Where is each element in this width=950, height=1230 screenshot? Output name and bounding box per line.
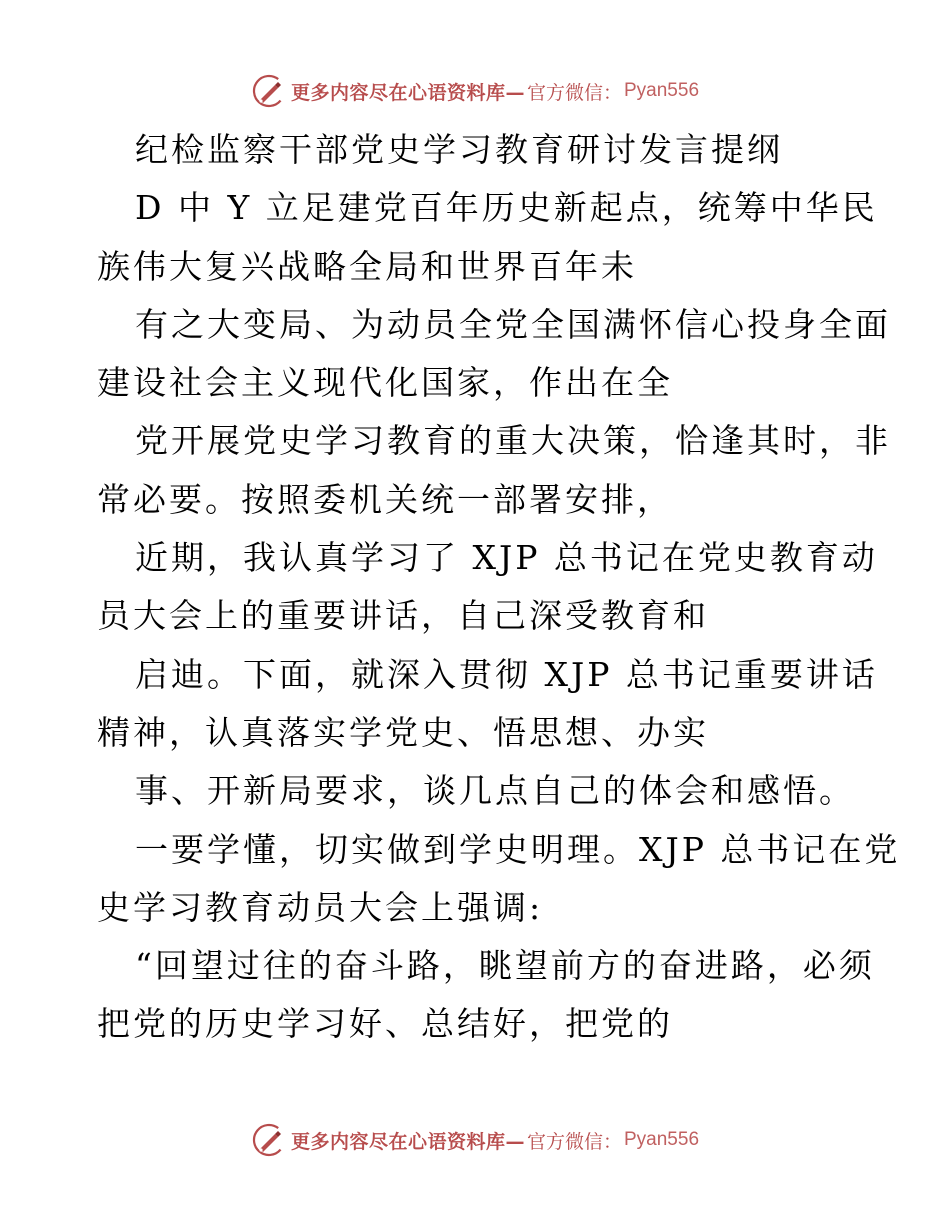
- banner-official-label: 官方微信：: [526, 81, 622, 104]
- text-line: 建设社会主义现代化国家，作出在全: [97, 363, 673, 403]
- text-line: D 中 Y 立足建党百年历史新起点，统筹中华民: [135, 188, 878, 228]
- text-line: 史学习教育动员大会上强调:: [97, 887, 544, 927]
- banner-text: 更多内容尽在心语资料库—: [290, 81, 525, 104]
- banner-text: 更多内容尽在心语资料库—: [290, 1130, 525, 1153]
- banner-official-label: 官方微信：: [526, 1130, 622, 1153]
- banner-wechat-id: Pyan556: [624, 80, 700, 101]
- text-line: 有之大变局、为动员全党全国满怀信心投身全面: [135, 304, 891, 344]
- pen-logo-icon: [251, 73, 287, 109]
- text-line: 族伟大复兴战略全局和世界百年未: [97, 246, 637, 286]
- text-line: 启迪。下面，就深入贯彻 XJP 总书记重要讲话: [135, 654, 878, 694]
- banner-wechat-id: Pyan556: [624, 1129, 700, 1150]
- text-line: 精神，认真落实学党史、悟思想、办实: [97, 712, 709, 752]
- text-line: 近期，我认真学习了 XJP 总书记在党史教育动: [135, 538, 878, 578]
- text-line: 常必要。按照委机关统一部署安排，: [97, 479, 673, 519]
- document-title: 纪检监察干部党史学习教育研讨发言提纲: [135, 130, 783, 169]
- text-line: 事、开新局要求，谈几点自己的体会和感悟。: [135, 771, 855, 811]
- text-line: 员大会上的重要讲话，自己深受教育和: [97, 596, 709, 636]
- document-body: [97, 121, 901, 1054]
- pen-logo-icon: [251, 1122, 287, 1158]
- text-line: 党开展党史学习教育的重大决策，恰逢其时，非: [135, 421, 891, 461]
- text-line: 一要学懂，切实做到学史明理。XJP 总书记在党: [135, 829, 901, 869]
- header-watermark-banner: [0, 71, 950, 111]
- text-line: “回望过往的奋斗路，眺望前方的奋进路，必须: [135, 946, 875, 986]
- footer-watermark-banner: [0, 1120, 950, 1160]
- text-line: 把党的历史学习好、总结好，把党的: [97, 1004, 673, 1044]
